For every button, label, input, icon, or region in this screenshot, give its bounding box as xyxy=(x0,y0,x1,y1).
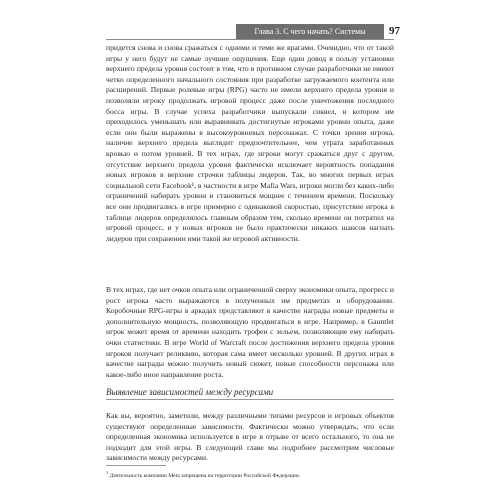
header-rule xyxy=(106,39,394,40)
paragraph-3-text: Как вы, вероятно, заметили, между различными типами ресурсов и игровых объектов существуют определенные зависимости. Фактически можно утверждать, что если определенная экономика используется в игре в отрыве от всего остального, то она не подходит для этой игры. В следующей главе мы подробнее рассмотрим числовые зависимости между ресурсами. xyxy=(106,411,394,463)
footnote-marker: 1 xyxy=(106,470,109,475)
chapter-title: Глава 3. С чего начать? Системы xyxy=(254,27,366,36)
page-header xyxy=(0,24,500,41)
section-rule xyxy=(106,399,394,400)
page-number: 97 xyxy=(389,25,400,37)
paragraph-3 xyxy=(106,411,394,464)
footnote-rule xyxy=(106,465,166,466)
paragraph-2 xyxy=(106,285,394,380)
footnote-text: Деятельность компании Meta запрещена на территории Российской Федерации. xyxy=(109,472,301,479)
chapter-title-bar xyxy=(236,24,384,39)
paragraph-1 xyxy=(106,43,394,244)
paragraph-1-text: придется снова и снова сражаться с одними и теми же врагами. Очевидно, что от такой игры у него будут не самые лучшие ощущения. Еще один довод в пользу установки верхнего предела уровня состоит в том, что в противном случае разработчики не имеют четко определенного начального состояния при разработке загружаемого контента или расширений. Первые ролевые игры (RPG) часто не имели верхнего предела уровня и позволяли игроку продолжать игровой процесс даже после уничтожения последнего босса игры. В случае успеха разработчики выпускали сиквел, в котором им приходилось уменьшать или выравнивать достигнутые игроками уровни опыта, даже если они были выражены в высокоуровневых персонажах. С точки зрения игрока, наличие верхнего предела выглядит предпочтительнее, чем утрата заработанных кровью и потом уровней. В тех играх, где игроки могут сражаться друг с другом, отсутствие верхнего предела уровня фактически исключает вероятность попадания новых игроков в верхние строчки таблицы лидеров. Так, во многих первых играх социальной сети Facebook¹, в частности в игре Mafia Wars, игроки могли без каких-либо ограничений набирать уровни и становиться мощнее с течением времени. Поскольку все они продвигались в игре примерно с одинаковой скоростью, присутствие игрока в таблице лидеров определялось главным образом тем, сколько времени он потратил на игровой процесс, и у новых игроков не было практически никаких шансов нагнать лидеров при сохранении ими такой же игровой активности. xyxy=(106,43,394,243)
paragraph-2-text: В тех играх, где нет очков опыта или ограниченной сверху экономики опыта, прогресс и рост игрока часто выражаются в полученных им предметах и оборудовании. Коробочные RPG-игры в аркадах представляют в качестве награды новые предметы и дополнительную мощность, позволяющую продвигаться в игре. Например, в Gauntlet игрок может время от времени находить трофеи с зельем, позволяющие ему набирать очки статистики. В игре World of Warcraft после достижения верхнего предела уровня игроков получает реликвию, которая сама имеет несколько уровней. В других играх в качестве награды можно получить новый сюжет, новые способности персонажа или какое-либо иное направление роста. xyxy=(106,285,394,379)
section-heading: Выявление зависимостей между ресурсами xyxy=(106,387,274,397)
footnote xyxy=(106,469,394,480)
